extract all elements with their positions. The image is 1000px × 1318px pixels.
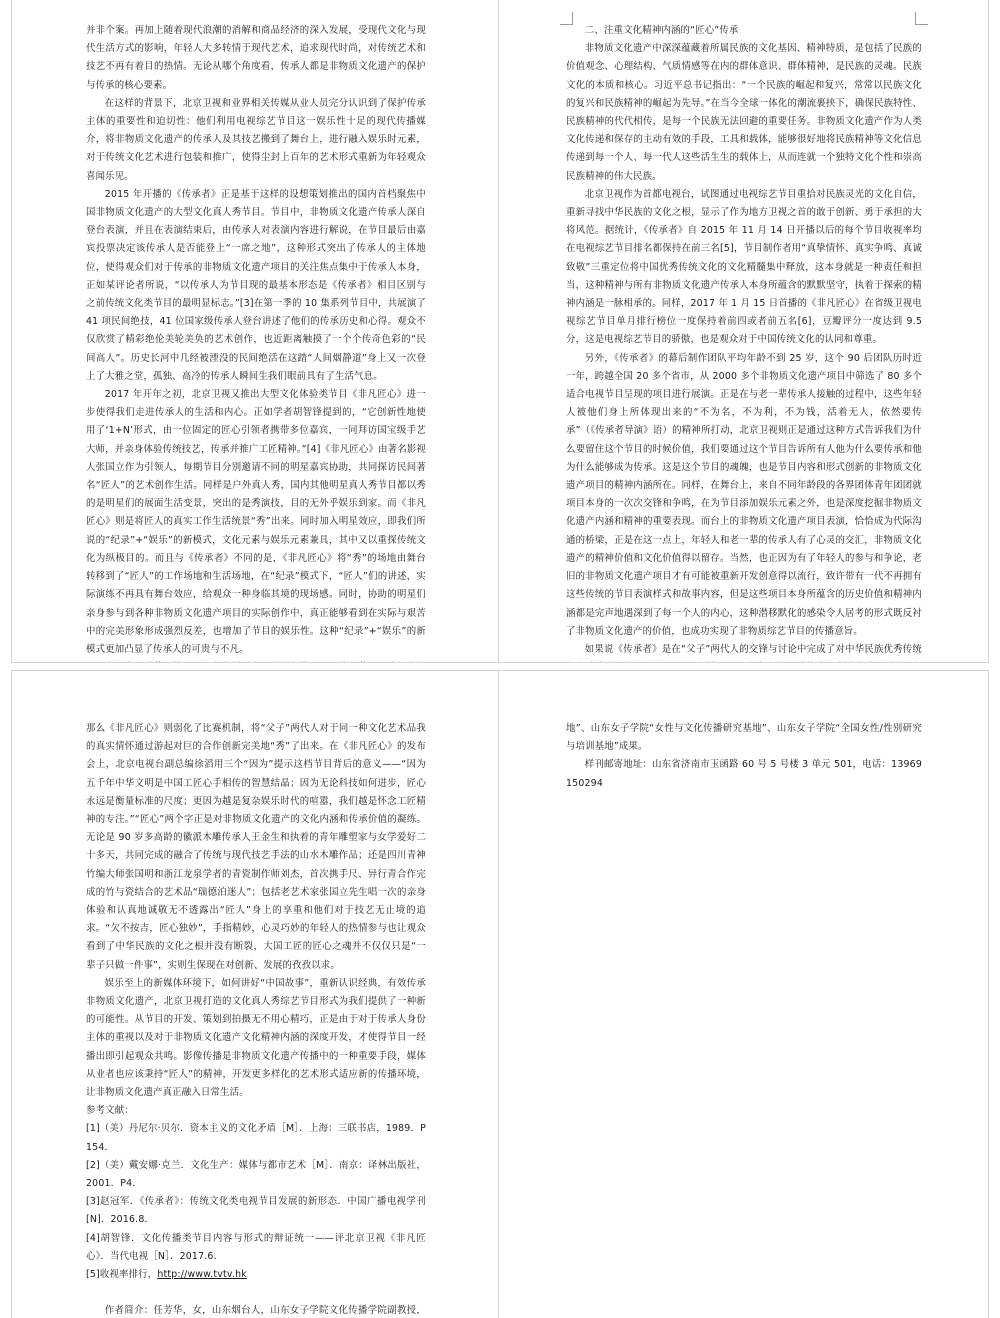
margin-corner-mark — [560, 12, 573, 25]
paragraph: 在这样的背景下，北京卫视和业界相关传媒从业人员完分认识到了保护传承主体的重要性和迫切性：他们利用电视综艺节目这一娱乐性十足的现代传播媒介，将非物质文化遗产的传承人及其技艺搬到了舞台上，进行融入娱乐时元素，对于传统文化艺术进行包装和推广，使得尘封上百年的艺术形式重新为年轻观众喜闻乐见。 — [86, 97, 426, 182]
page-4-body — [566, 720, 922, 793]
paragraph: 如果说《传承者》是在“父子”两代人的交锋与讨论中完成了对中华民族优秀传统 — [584, 643, 922, 655]
reference-item: [1]（美）丹尼尔·贝尔．资本主义的文化矛盾［M］．上海：三联书店，1989．P154． — [86, 1123, 426, 1153]
paragraph: 娱乐至上的新媒体环境下，如何讲好“中国故事”，重新认识经典，有效传承非物质文化遗产，北京卫视打造的文化真人秀综艺节目形式为我们提供了一种新的可能性。从节目的开发、策划到拍摄无不用心精巧，正是由于对于传承人身份主体的重视以及对于非物质文化遗产文化精神内涵的深度开发，才使得节目一经播出即引起观众共鸣。影像传播是非物质文化遗产传播中的一种重要手段，媒体从业者也应该秉持“匠人”的精神，开发更多样化的艺术形式适应新的传播环境，让非物质文化遗产真正融入日常生活。 — [86, 977, 426, 1099]
paragraph: 2015 年开播的《传承者》正是基于这样的设想策划推出的国内首档聚焦中国非物质文化遗产的大型文化真人秀节目。节目中，非物质文化遗产传承人深自登台表演，并且在表演结束后，由传承人对表演内容进行解说，在节目最后由嘉宾投票决定该传承人是否能登上“一席之地”，这种形式突出了传承人的主体地位，使得观众们对于传承的非物质文化遗产项目的关注焦点集中于传承人本身，正如某评论者所说，“以传承人为节目现的最基本形态是《传承者》相目区别与之前传统文化类节目的最明显标志。”[3]在第一季的 10 集系列节目中，共展演了 41 项民间绝技，41 位国家级传承人登台讲述了他们的传承历史和心得。观众不仅欣赏了精彩绝伦美轮美奂的艺术创作，也近距离触摸了一个个传奇色彩的“民间高人”。历史长河中几经被湮没的民间绝活在这踏“人间烟静道”身上又一次登上了大雅之堂，孤独、高冷的传承人瞬间生我们眼前具有了生活气息。 — [86, 188, 426, 382]
reference-item: [4]胡智锋．文化传播类节目内容与形式的辩证统一——评北京卫视《非凡匠心》．当代电视［N］．2017.6． — [86, 1232, 426, 1262]
paragraph: 并非个案。再加上随着现代浪潮的消解和商品经济的深入发展，受现代文化与现代生活方式的影响，年轻人大多转情于现代艺术，追求现代时尚，对传统艺术和技艺不再有着目的热情。无论从哪个角度看，传承人都是非物质文化遗产的保护与传承的核心要素。 — [86, 25, 426, 91]
page-2-body — [566, 22, 922, 662]
page-divider — [11, 670, 989, 671]
paragraph: 2017 年开年之初，北京卫视又推出大型文化体验类节目《非凡匠心》进一步使得我们走进传承人的生活和内心。正如学者胡智锋提到的，“它创新性地使用了‘1+N’形式，由一位固定的匠心引领者携带多位嘉宾，一同拜访国宝级手艺大师，并亲身体验传统技艺，传承并推广工匠精神。”[4]《非凡匠心》由著名影视人张国立作为引领人，每期节目分别邀请不同的明星嘉宾协助，共同探访民间著名“匠人”的艺术创作生活。同样是户外真人秀，国内其他明星真人秀节目都以秀的是明星们的展面生活变景，突出的是秀演技，目的无外乎娱乐到家。而《非凡匠心》则是将匠人的真实工作生活统景“秀”出来。同时加入明星效应，即我们所说的“纪录”+“娱乐”的新模式，文化元素与娱乐元素兼具，其中又以重探传统文化为纵极目的。而且与《传承者》不同的是，《非凡匠心》将“秀”的场地由舞台转移到了“匠人”的工作场地和生活场地，在“纪录”模式下，“匠人”们的讲述，实际演练不再具有舞台效应，给观众一种身临其境的现场感。同时，协助的明星们亲身参与到各种非物质文化遗产项目的实际创作中，真正能够看到在实际与艰苦中的完美形象形成强烈反差，也增加了节目的娱乐性。这种“纪录”+“娱乐”的新模式更加凸显了传承人的可贵与不凡。 — [86, 389, 426, 655]
mailing-address: 样刊邮寄地址：山东省济南市玉函路 60 号 5 号楼 3 单元 501，电话：13969150294 — [566, 759, 922, 789]
page-3-body — [86, 720, 426, 1318]
reference-item: [3]赵冠军．《传承者》：传统文化类电视节目发展的新形态．中国广播电视学刊[N]．2016.8． — [86, 1196, 426, 1226]
page-divider — [988, 0, 989, 662]
document-page-1 — [12, 0, 498, 662]
page-divider — [498, 0, 499, 662]
page-1-body — [86, 22, 426, 662]
page-divider — [11, 662, 989, 663]
page-divider — [498, 670, 499, 1318]
author-bio: 作者简介：任芳华，女，山东烟台人，山东女子学院文化传播学院副教授， — [104, 1305, 426, 1317]
paragraph: 另外，《传承者》的幕后制作团队平均年龄不到 25 岁，这个 90 后团队历时近一年，跨越全国 20 多个省市，从 2000 多个非物质文化遗产项目中筛选了 80 多个适合电视节目呈现的项目进行展演。正是在与老一辈传承人接触的过程中，这些年轻人被他们身上所体现出来的“不为名，不为利，不为钱，活着无人，依然要传承”（《传承者导演》语）的精神所打动，北京卫视则正是通过这种方式告诉我们为什么要留住这个节目的时候价值，我们要通过这个节目告诉所有人他为什么要传承和他为什么能够成为传承。这是这个节目的魂魄，也是节目内容和形式创新的非物质文化遗产项目的精神内涵所在。同样，在舞台上，来自不同年龄段的各界团体青年团团就项目本身的一次次交锋和争鸣，在为节目添加娱乐元素之外，也是深度挖掘非物质文化遗产内涵和精神的重要表现。而台上的非物质文化遗产项目表演，恰恰成为代际沟通的桥梁，正是在这一点上，年轻人和老一辈的传承人有了心灵的交汇，非物质文化遗产的精神价值和文化价值得以留存。当然，也正因为有了年轻人的参与和争论，老旧的非物质文化遗产项目才有可能被重新开发创意得以流行，致许带有一代不再拥有这些传统的节目表演样式和故事内容，但是这些项目本身所蕴含的历史价值和精神内涵都是完声地遇深到了每一个人的内心，这种潜移默化的感染令人居考的形式既反衬了非物质文化遗产的价值，也成功实现了非物质综艺节目的传播意旨。 — [566, 352, 922, 637]
paragraph: 那么《非凡匠心》则弱化了比赛机制，将“父子”两代人对于同一种文化艺术品我的真实情怀通过游起对巨的合作创新完美地“秀”了出来。在《非凡匠心》的发布会上，北京电视台副总编徐滔用三个“因为”提示这档节目背后的意义——“因为五千年中华文明是中国工匠心手相传的智慧结晶；因为无论科技如何进步，匠心永远是衡量标准的尺度；更因为越是复杂娱乐时代的喧嚣，我们越是怀念工匠精神的专注。”“匠心”两个字正是对非物质文化遗产的文化内涵和传承价值的凝练。无论是 90 岁多高龄的徽派木雕传承人王金生和执着的青年雕塑家与女学爱好二十多天，共同完成的融合了传统与现代技艺手法的山水木雕作品；还是四川青神竹编大师张国明和浙江龙泉学者的青瓷制作师刘杰，首次携手尺、异行青合作完成的竹与瓷结合的艺术品“瑞德泊迷人”；包括老艺术家张国立先生唱一次的亲身体验和认真地诚敬无不透露出“匠人”身上的享重和他们对于技艺无止境的追求。“欠不按吉，匠心独妙”，手指精妙，心灵巧妙的年轻人的热情参与也让观众看到了中华民族的文化之根并没有断裂，大国工匠的匠心之魂并不仅仅只是“一辈子只做一件事”，实则生保现在对创新、发展的孜孜以求。 — [86, 723, 426, 971]
margin-corner-mark — [915, 12, 928, 25]
page-divider — [988, 670, 989, 1318]
page-divider — [11, 0, 12, 662]
paragraph: 北京卫视作为首都电视台，试图通过电视综艺节目重拾对民族灵光的文化自信，重新寻找中华民族的文化之根，显示了作为地方卫视之首的敢于创新、勇于承担的大将风范。据统计，《传承者》自 2015 年 11 月 14 日开播以后的每个节目收视率均在电视综艺节目排名都保持在前三名[5]，节目制作者用“真挚情怀、真实争鸣、真诚致敬”三重定位将中国优秀传统文化的文化精髓集中释放，这本身就是一种责任和担当，这种精神与所有非物质文化遗产传承人本身所蕴含的默默坚守，执着于探索的精神内涵是一脉相承的。同样，2017 年 1 月 15 日首播的《非凡匠心》在省级卫视电视综艺节目单月排行榜位一度保持着前四或者前五名[6]，豆瓣评分一度达到 9.5 分，这是电视综艺节目的骄傲，也是观众对于中国传统文化的认同和尊重。 — [566, 188, 922, 346]
reference-item: [2]（美）戴安娜·克兰．文化生产：媒体与都市艺术［M］．南京：译林出版社，2001．P4． — [86, 1159, 426, 1190]
reference-item — [86, 1266, 426, 1284]
document-page-4 — [500, 670, 988, 1318]
document-page-3 — [12, 670, 498, 1318]
page-divider — [11, 670, 12, 1318]
section-heading: 二、注重文化精神内涵的“匠心”传承 — [584, 25, 739, 36]
reference-link[interactable]: http://www.tvtv.hk — [157, 1269, 247, 1281]
paragraph: 非物质文化遗产中深深蕴藏着所属民族的文化基因、精神特质，是包括了民族的价值观念、心理结构、气质情感等在内的群体意识、群体精神，是民族的灵魂。民族文化的本质和核心。习近平总书记指出：“一个民族的崛起和复兴，常常以民族文化的复兴和民族精神的崛起为先导。”在当今全球一体化的潮流裹挟下，确保民族特性、民族精神的代代相传，是每一个民族无法回避的重要任务。非物质文化遗产作为人类文化传递和保存的主动有效的手段，工具和载体，能够很好地将民族精神等文化信息传递到每一个人、每一代人这些活生生的载体上，从而连就一个独特文化个性和崇高民族精神的伟大民族。 — [566, 43, 922, 182]
document-page-2 — [500, 0, 988, 662]
paragraph: 地”、山东女子学院“女性与文化传播研究基地”、山东女子学院“全国女性/性别研究与培训基地”成果。 — [566, 723, 922, 753]
reference-prefix: [5]收视率排行， — [86, 1269, 158, 1281]
references-title: 参考文献： — [86, 1105, 134, 1117]
